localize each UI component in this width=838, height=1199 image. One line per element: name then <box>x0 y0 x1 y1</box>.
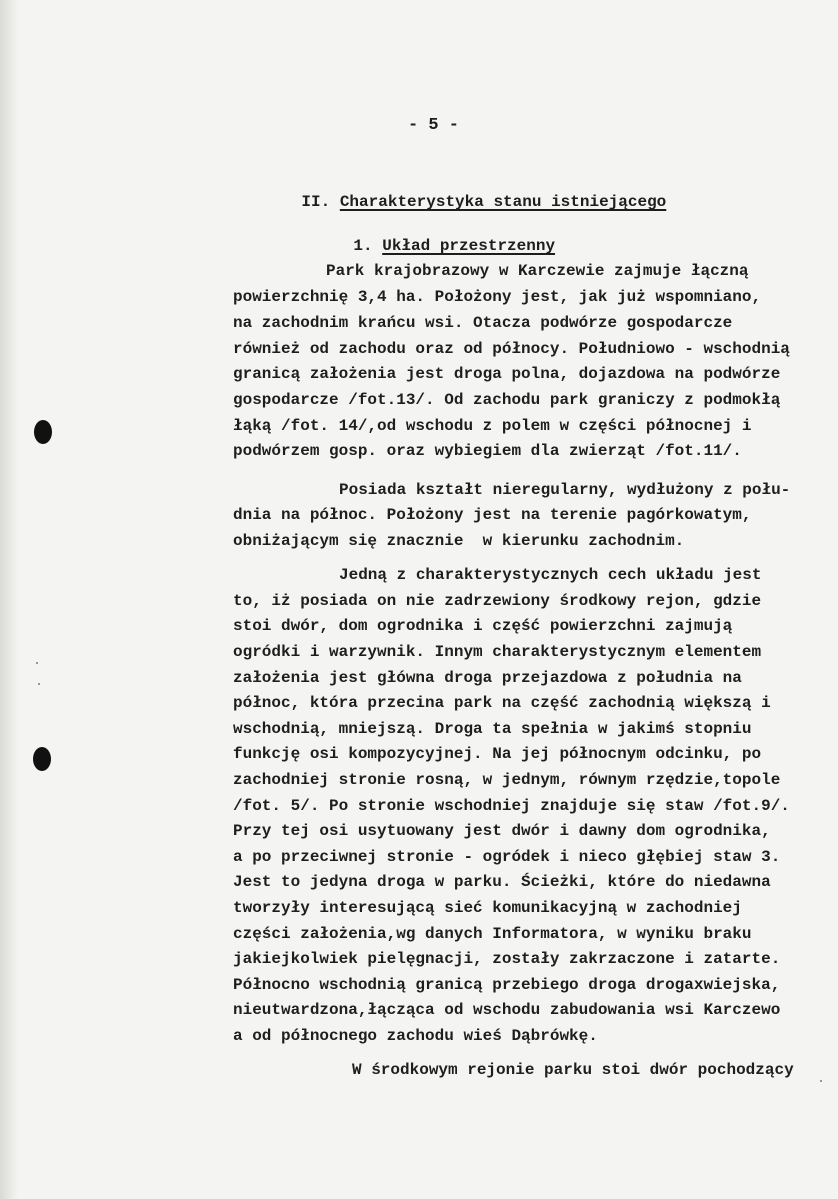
text-line: ogródki i warzywnik. Innym charakterystycznym elementem <box>233 643 762 661</box>
text-line: wschodnią, mniejszą. Droga ta spełnia w jakimś stopniu <box>233 720 752 738</box>
paper-speck <box>38 683 40 685</box>
text-line: również od zachodu oraz od północy. Południowo - wschodnią <box>233 340 790 358</box>
text-line: granicą założenia jest droga polna, dojazdowa na podwórze <box>233 365 781 383</box>
page-number: - 5 - <box>408 116 460 135</box>
text-line: nieutwardzona,łącząca od wschodu zabudowania wsi Karczewo <box>233 1001 781 1019</box>
text-line: powierzchnię 3,4 ha. Położony jest, jak już wspomniano, <box>233 288 762 306</box>
text-line: Jest to jedyna droga w parku. Ścieżki, które do niedawna <box>233 873 771 891</box>
text-line: stoi dwór, dom ogrodnika i część powierzchni zajmują <box>233 617 733 635</box>
punch-hole-lower <box>33 747 51 771</box>
text-line: obniżającym się znacznie w kierunku zachodnim. <box>233 532 685 550</box>
text-line: podwórzem gosp. oraz wybiegiem dla zwierząt /fot.11/. <box>233 442 742 460</box>
subsection-title: Układ przestrzenny <box>382 237 556 255</box>
text-line: Jedną z charakterystycznych cech układu jest <box>339 566 762 584</box>
paper-speck <box>36 662 38 664</box>
text-line: Przy tej osi usytuowany jest dwór i dawny dom ogrodnika, <box>233 822 771 840</box>
text-line: Północno wschodnią granicą przebiego droga drogaxwiejska, <box>233 976 781 994</box>
paper-speck <box>820 1080 822 1082</box>
text-line: /fot. 5/. Po stronie wschodniej znajduje się staw /fot.9/. <box>233 797 790 815</box>
text-line: Posiada kształt nieregularny, wydłużony z połu- <box>339 481 791 499</box>
text-line: tworzyły interesującą sieć komunikacyjną w zachodniej <box>233 899 742 917</box>
text-line: funkcję osi kompozycyjnej. Na jej północnym odcinku, po <box>233 745 762 763</box>
text-line: północ, która przecina park na część zachodnią większą i <box>233 694 771 712</box>
text-line: a po przeciwnej stronie - ogródek i nieco głębiej staw 3. <box>233 848 781 866</box>
text-line: W środkowym rejonie parku stoi dwór pochodzący <box>352 1061 794 1079</box>
text-line: założenia jest główna droga przejazdowa z południa na <box>233 669 742 687</box>
text-line: to, iż posiada on nie zadrzewiony środkowy rejon, gdzie <box>233 592 762 610</box>
section-number: II. <box>301 193 331 211</box>
text-line: jakiejkolwiek pielęgnacji, zostały zakrzaczone i zatarte. <box>233 950 781 968</box>
text-line: łąką /fot. 14/,od wschodu z polem w części północnej i <box>233 417 752 435</box>
text-line: zachodniej stronie rosną, w jednym, równym rzędzie,topole <box>233 771 781 789</box>
text-line: części założenia,wg danych Informatora, w wyniku braku <box>233 925 752 943</box>
text-line: Park krajobrazowy w Karczewie zajmuje łączną <box>326 262 749 280</box>
punch-hole-upper <box>34 420 52 444</box>
text-line: dnia na północ. Położony jest na terenie pagórkowatym, <box>233 506 752 524</box>
text-line: na zachodnim krańcu wsi. Otacza podwórze gospodarcze <box>233 314 733 332</box>
subsection-number: 1. <box>353 237 373 255</box>
page-edge-shadow <box>0 0 18 1199</box>
section-title: Charakterystyka stanu istniejącego <box>339 193 667 211</box>
text-line: gospodarcze /fot.13/. Od zachodu park graniczy z podmokłą <box>233 391 781 409</box>
text-line: a od północnego zachodu wieś Dąbrówkę. <box>233 1027 598 1045</box>
